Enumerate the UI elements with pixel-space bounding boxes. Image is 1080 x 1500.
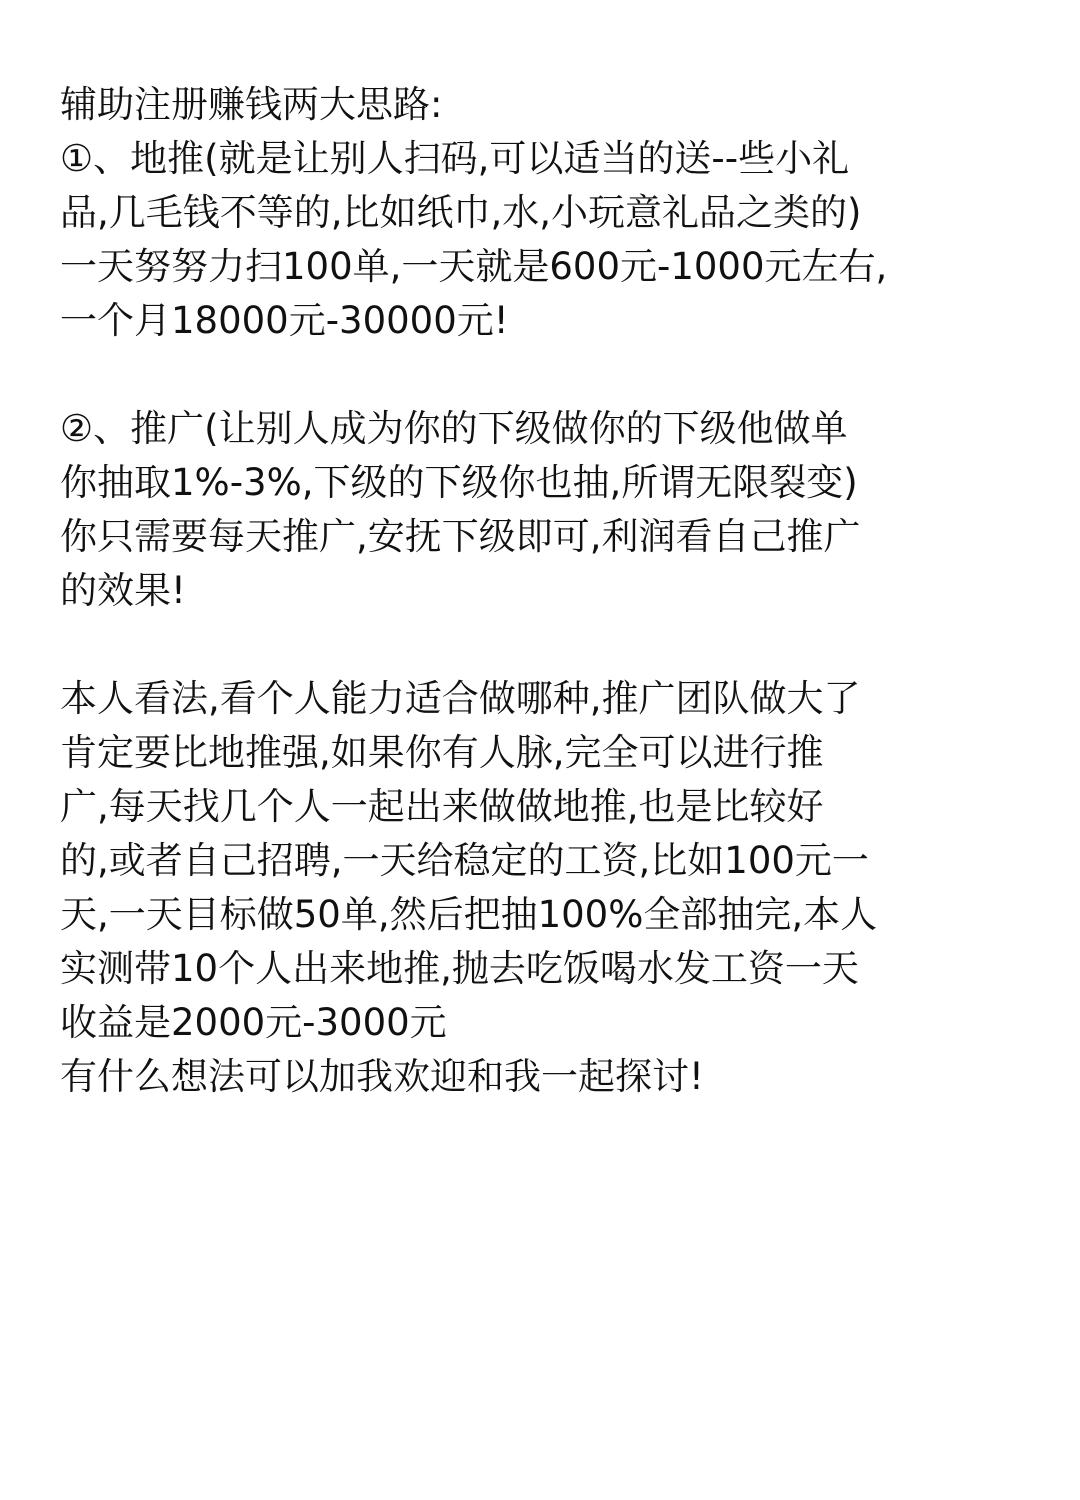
article-body — [60, 78, 1020, 1104]
opinion-line-6: 实测带10个人出来地推,抛去吃饭喝水发工资一天 — [60, 947, 859, 990]
idea-2-line-4: 的效果! — [60, 569, 186, 612]
idea-2-line-3: 你只需要每天推广,安抚下级即可,利润看自己推广 — [60, 515, 861, 558]
paragraph-spacer — [60, 618, 1020, 672]
opinion-line-7: 收益是2000元-3000元 — [60, 1001, 447, 1044]
opinion-line-1: 本人看法,看个人能力适合做哪种,推广团队做大了 — [60, 677, 861, 720]
idea-1-line-1: ①、地推(就是让别人扫码,可以适当的送--些小礼 — [60, 137, 850, 180]
paragraph-spacer — [60, 348, 1020, 402]
opinion-line-5: 天,一天目标做50单,然后把抽100%全部抽完,本人 — [60, 893, 878, 936]
opinion-line-3: 广,每天找几个人一起出来做做地推,也是比较好 — [60, 785, 824, 828]
opinion-line-4: 的,或者自己招聘,一天给稳定的工资,比如100元一 — [60, 839, 869, 882]
idea-1-line-3: 一天努努力扫100单,一天就是600元-1000元左右, — [60, 245, 888, 288]
closing-line: 有什么想法可以加我欢迎和我一起探讨! — [60, 1055, 704, 1098]
idea-2-line-2: 你抽取1%-3%,下级的下级你也抽,所谓无限裂变) — [60, 461, 858, 504]
opinion-line-2: 肯定要比地推强,如果你有人脉,完全可以进行推 — [60, 731, 824, 774]
idea-1-line-4: 一个月18000元-30000元! — [60, 299, 509, 342]
idea-2-line-1: ②、推广(让别人成为你的下级做你的下级他做单 — [60, 407, 848, 450]
idea-1-line-2: 品,几毛钱不等的,比如纸巾,水,小玩意礼品之类的) — [60, 191, 862, 234]
article-title: 辅助注册赚钱两大思路: — [60, 83, 443, 126]
